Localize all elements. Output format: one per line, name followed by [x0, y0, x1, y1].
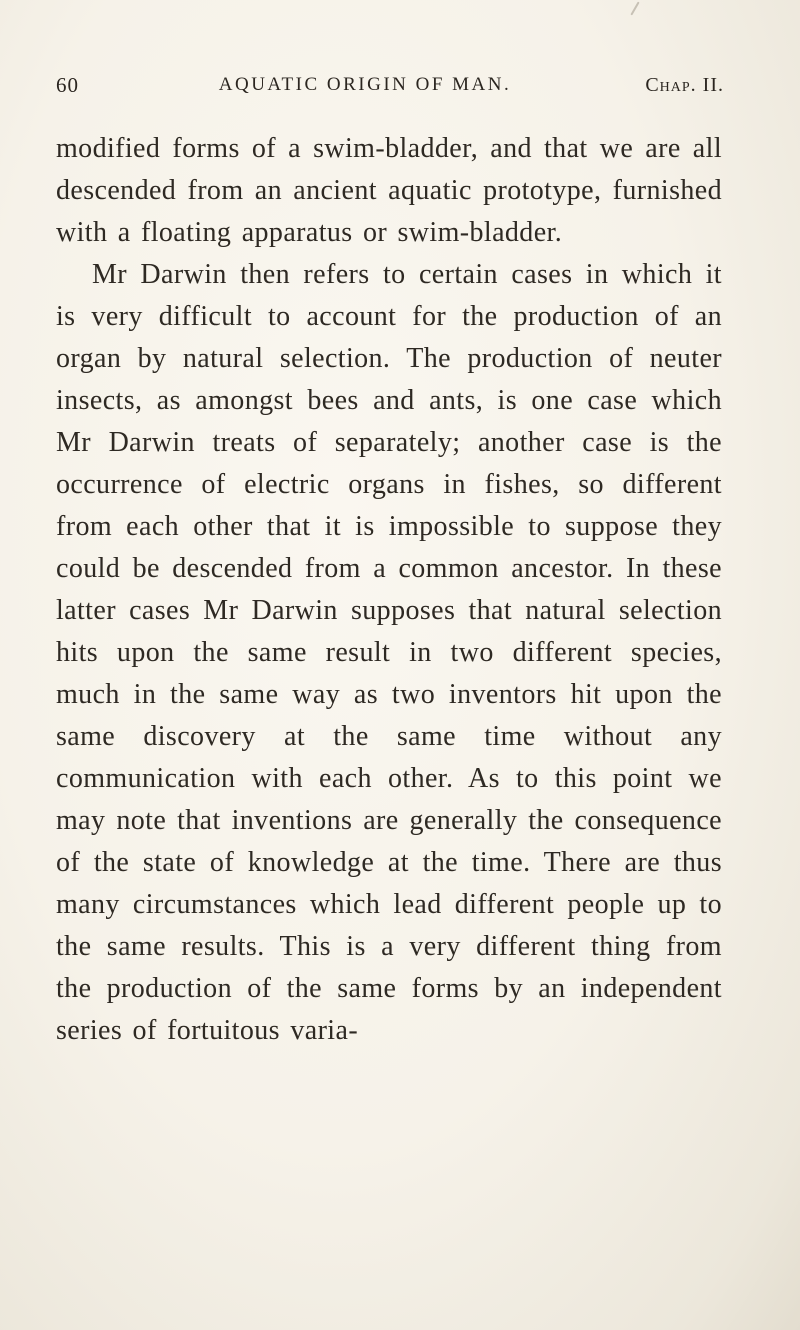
- page-body: [56, 128, 722, 1052]
- page-number: 60: [56, 73, 79, 97]
- paragraph: Mr Darwin then refers to certain cases in which it is very difficult to account for the production of an organ by natural selection. The production of neuter insects, as amongst bees and ants, is one case which Mr Darwin treats of separately; another case is the occurrence of electric organs in fishes, so different from each other that it is impossible to suppose they could be descended from a common ancestor. In these latter cases Mr Darwin supposes that natural selection hits upon the same result in two different species, much in the same way as two inventors hit upon the same discovery at the same time without any communication with each other. As to this point we may note that inventions are generally the consequence of the state of knowledge at the time. There are thus many circumstances which lead different people up to the same results. This is a very different thing from the production of the same forms by an independent series of fortuitous varia-: [56, 259, 722, 1046]
- paragraph-continuation: modified forms of a swim-bladder, and that we are all descended from an ancient aquatic prototype, furnished with a floating apparatus or swim-bladder.: [56, 133, 722, 248]
- scan-artifact-mark: [630, 2, 639, 16]
- running-title: AQUATIC ORIGIN OF MAN.: [218, 74, 512, 95]
- chapter-label: Chap. II.: [645, 74, 724, 96]
- page-header: [56, 70, 724, 100]
